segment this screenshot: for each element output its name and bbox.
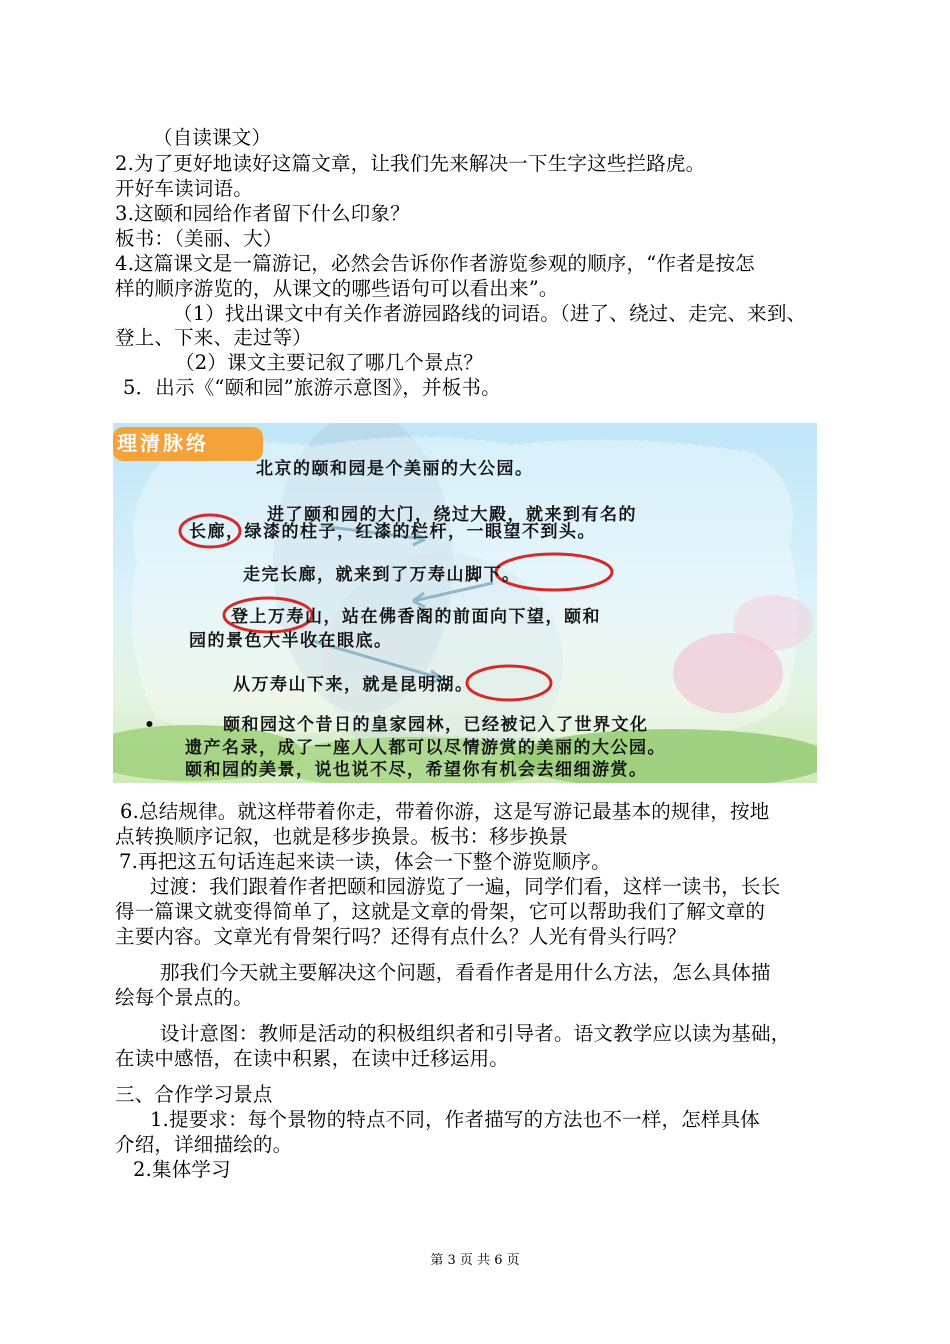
slide-text-line: 北京的颐和园是个美丽的大公园。 bbox=[256, 459, 534, 479]
text-line: 开好车读词语。 bbox=[115, 177, 253, 200]
slide-text-line: 遗产名录，成了一座人人都可以尽情游赏的美丽的大公园。 bbox=[185, 738, 666, 758]
slide-text-line: 走完长廊，就来到了万寿山脚下。 bbox=[243, 565, 521, 585]
text-line: 2.为了更好地读好这篇文章，让我们先来解决一下生字这些拦路虎。 bbox=[115, 152, 706, 175]
text-line: 登上、下来、走过等） bbox=[115, 326, 313, 349]
slide-text-line: 进了颐和园的大门，绕过大殿，就来到有名的 bbox=[267, 505, 637, 525]
slide-text-line: 长廊，绿漆的柱子，红漆的栏杆，一眼望不到头。 bbox=[189, 522, 596, 542]
text-line: 6.总结规律。就这样带着你走，带着你游，这是写游记最基本的规律，按地 bbox=[120, 800, 770, 823]
slide-text-line: 颐和园的美景，说也说不尽，希望你有机会去细细游赏。 bbox=[185, 760, 648, 780]
slide-text-line: 园的景色大半收在眼底。 bbox=[189, 631, 393, 651]
slide-text-line: 颐和园这个昔日的皇家园林，已经被记入了世界文化 bbox=[223, 715, 649, 735]
text-line: 1.提要求：每个景物的特点不同，作者描写的方法也不一样，怎样具体 bbox=[150, 1108, 761, 1131]
section-heading: 三、合作学习景点 bbox=[115, 1083, 273, 1106]
text-line: 2.集体学习 bbox=[133, 1158, 231, 1181]
text-line: 7.再把这五句话连起来读一读，体会一下整个游览顺序。 bbox=[119, 850, 611, 873]
text-line: 3.这颐和园给作者留下什么印象？ bbox=[115, 202, 410, 225]
itinerary-slide-image bbox=[113, 423, 817, 783]
text-line: （自读课文） bbox=[153, 126, 272, 149]
slide-banner-title: 理清脉络 bbox=[117, 431, 209, 455]
text-line: 在读中感悟，在读中积累，在读中迁移运用。 bbox=[115, 1047, 510, 1070]
text-line: 5．出示《“颐和园”旅游示意图》，并板书。 bbox=[123, 376, 501, 399]
text-line: 得一篇课文就变得简单了，这就是文章的骨架，它可以帮助我们了解文章的 bbox=[115, 900, 766, 923]
text-line: 过渡：我们跟着作者把颐和园游览了一遍，同学们看，这样一读书，长长 bbox=[150, 875, 781, 898]
text-line: 介绍，详细描绘的。 bbox=[115, 1133, 293, 1156]
text-line: 设计意图：教师是活动的积极组织者和引导者。语文教学应以读为基础， bbox=[160, 1022, 791, 1045]
page-footer: 第 3 页 共 6 页 bbox=[430, 1253, 520, 1268]
slide-text-line: 登上万寿山，站在佛香阁的前面向下望，颐和 bbox=[231, 607, 601, 627]
slide-text-line: 从万寿山下来，就是昆明湖。 bbox=[233, 675, 474, 695]
text-line: 主要内容。文章光有骨架行吗？还得有点什么？人光有骨头行吗？ bbox=[115, 925, 687, 948]
text-line: 4.这篇课文是一篇游记，必然会告诉你作者游览参观的顺序，“作者是按怎 bbox=[115, 252, 755, 275]
text-line: 板书：（美丽、大） bbox=[115, 227, 283, 250]
text-line: 绘每个景点的。 bbox=[115, 986, 253, 1009]
text-line: （1）找出课文中有关作者游园路线的词语。（进了、绕过、走完、来到、 bbox=[173, 302, 807, 325]
text-line: （2）课文主要记叙了哪几个景点？ bbox=[175, 351, 484, 374]
text-line: 那我们今天就主要解决这个问题，看看作者是用什么方法，怎么具体描 bbox=[160, 961, 771, 984]
text-line: 样的顺序游览的，从课文的哪些语句可以看出来”。 bbox=[115, 277, 559, 300]
text-line: 点转换顺序记叙，也就是移步换景。板书：移步换景 bbox=[115, 825, 569, 848]
slide-bullet: • bbox=[144, 715, 157, 735]
